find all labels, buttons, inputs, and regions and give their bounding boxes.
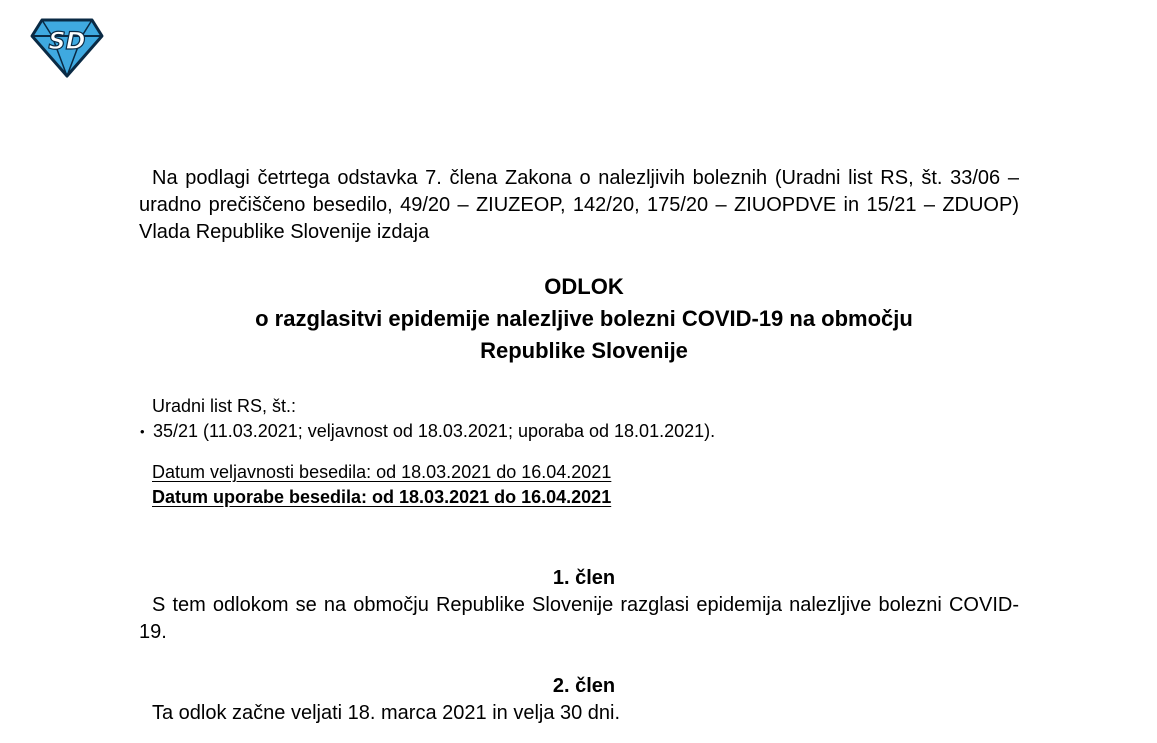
gazette-reference	[140, 394, 716, 444]
bullet-icon: •	[140, 424, 145, 439]
title-line-3: Republike Slovenije	[480, 338, 688, 363]
article-1-text: S tem odlokom se na območju Republike Slovenije razglasi epidemija nalezljive bolezni COVID-19.	[139, 594, 1019, 643]
text-dates	[152, 460, 611, 510]
svg-text:SD: SD	[48, 27, 86, 55]
validity-date: Datum veljavnosti besedila: od 18.03.2021 do 16.04.2021	[152, 462, 612, 482]
diamond-shield-logo-icon	[30, 16, 104, 80]
gazette-label: Uradni list RS, št.:	[152, 396, 297, 416]
title-line-1: ODLOK	[544, 274, 624, 299]
document-title	[100, 271, 1068, 367]
intro-paragraph: Na podlagi četrtega odstavka 7. člena Zakona o nalezljivih boleznih (Uradni list RS, št. 33/06 – uradno prečiščeno besedilo, 49/20 – ZIUZEOP, 142/20, 175/20 – ZIUOPDVE in 15/21 – ZDUOP) Vlada Republike Slovenije izdaja	[139, 167, 1019, 243]
article-2-heading: 2. člen	[552, 675, 616, 697]
title-line-2: o razglasitvi epidemije nalezljive bolezni COVID-19 na območju	[255, 306, 913, 331]
gazette-entry	[140, 419, 715, 444]
article-2-text: Ta odlok začne veljati 18. marca 2021 in velja 30 dni.	[152, 702, 621, 724]
application-date: Datum uporabe besedila: od 18.03.2021 do 16.04.2021	[152, 487, 612, 507]
gazette-entry-text: 35/21 (11.03.2021; veljavnost od 18.03.2021; uporaba od 18.01.2021).	[153, 421, 716, 441]
article-1-heading: 1. člen	[552, 567, 616, 589]
